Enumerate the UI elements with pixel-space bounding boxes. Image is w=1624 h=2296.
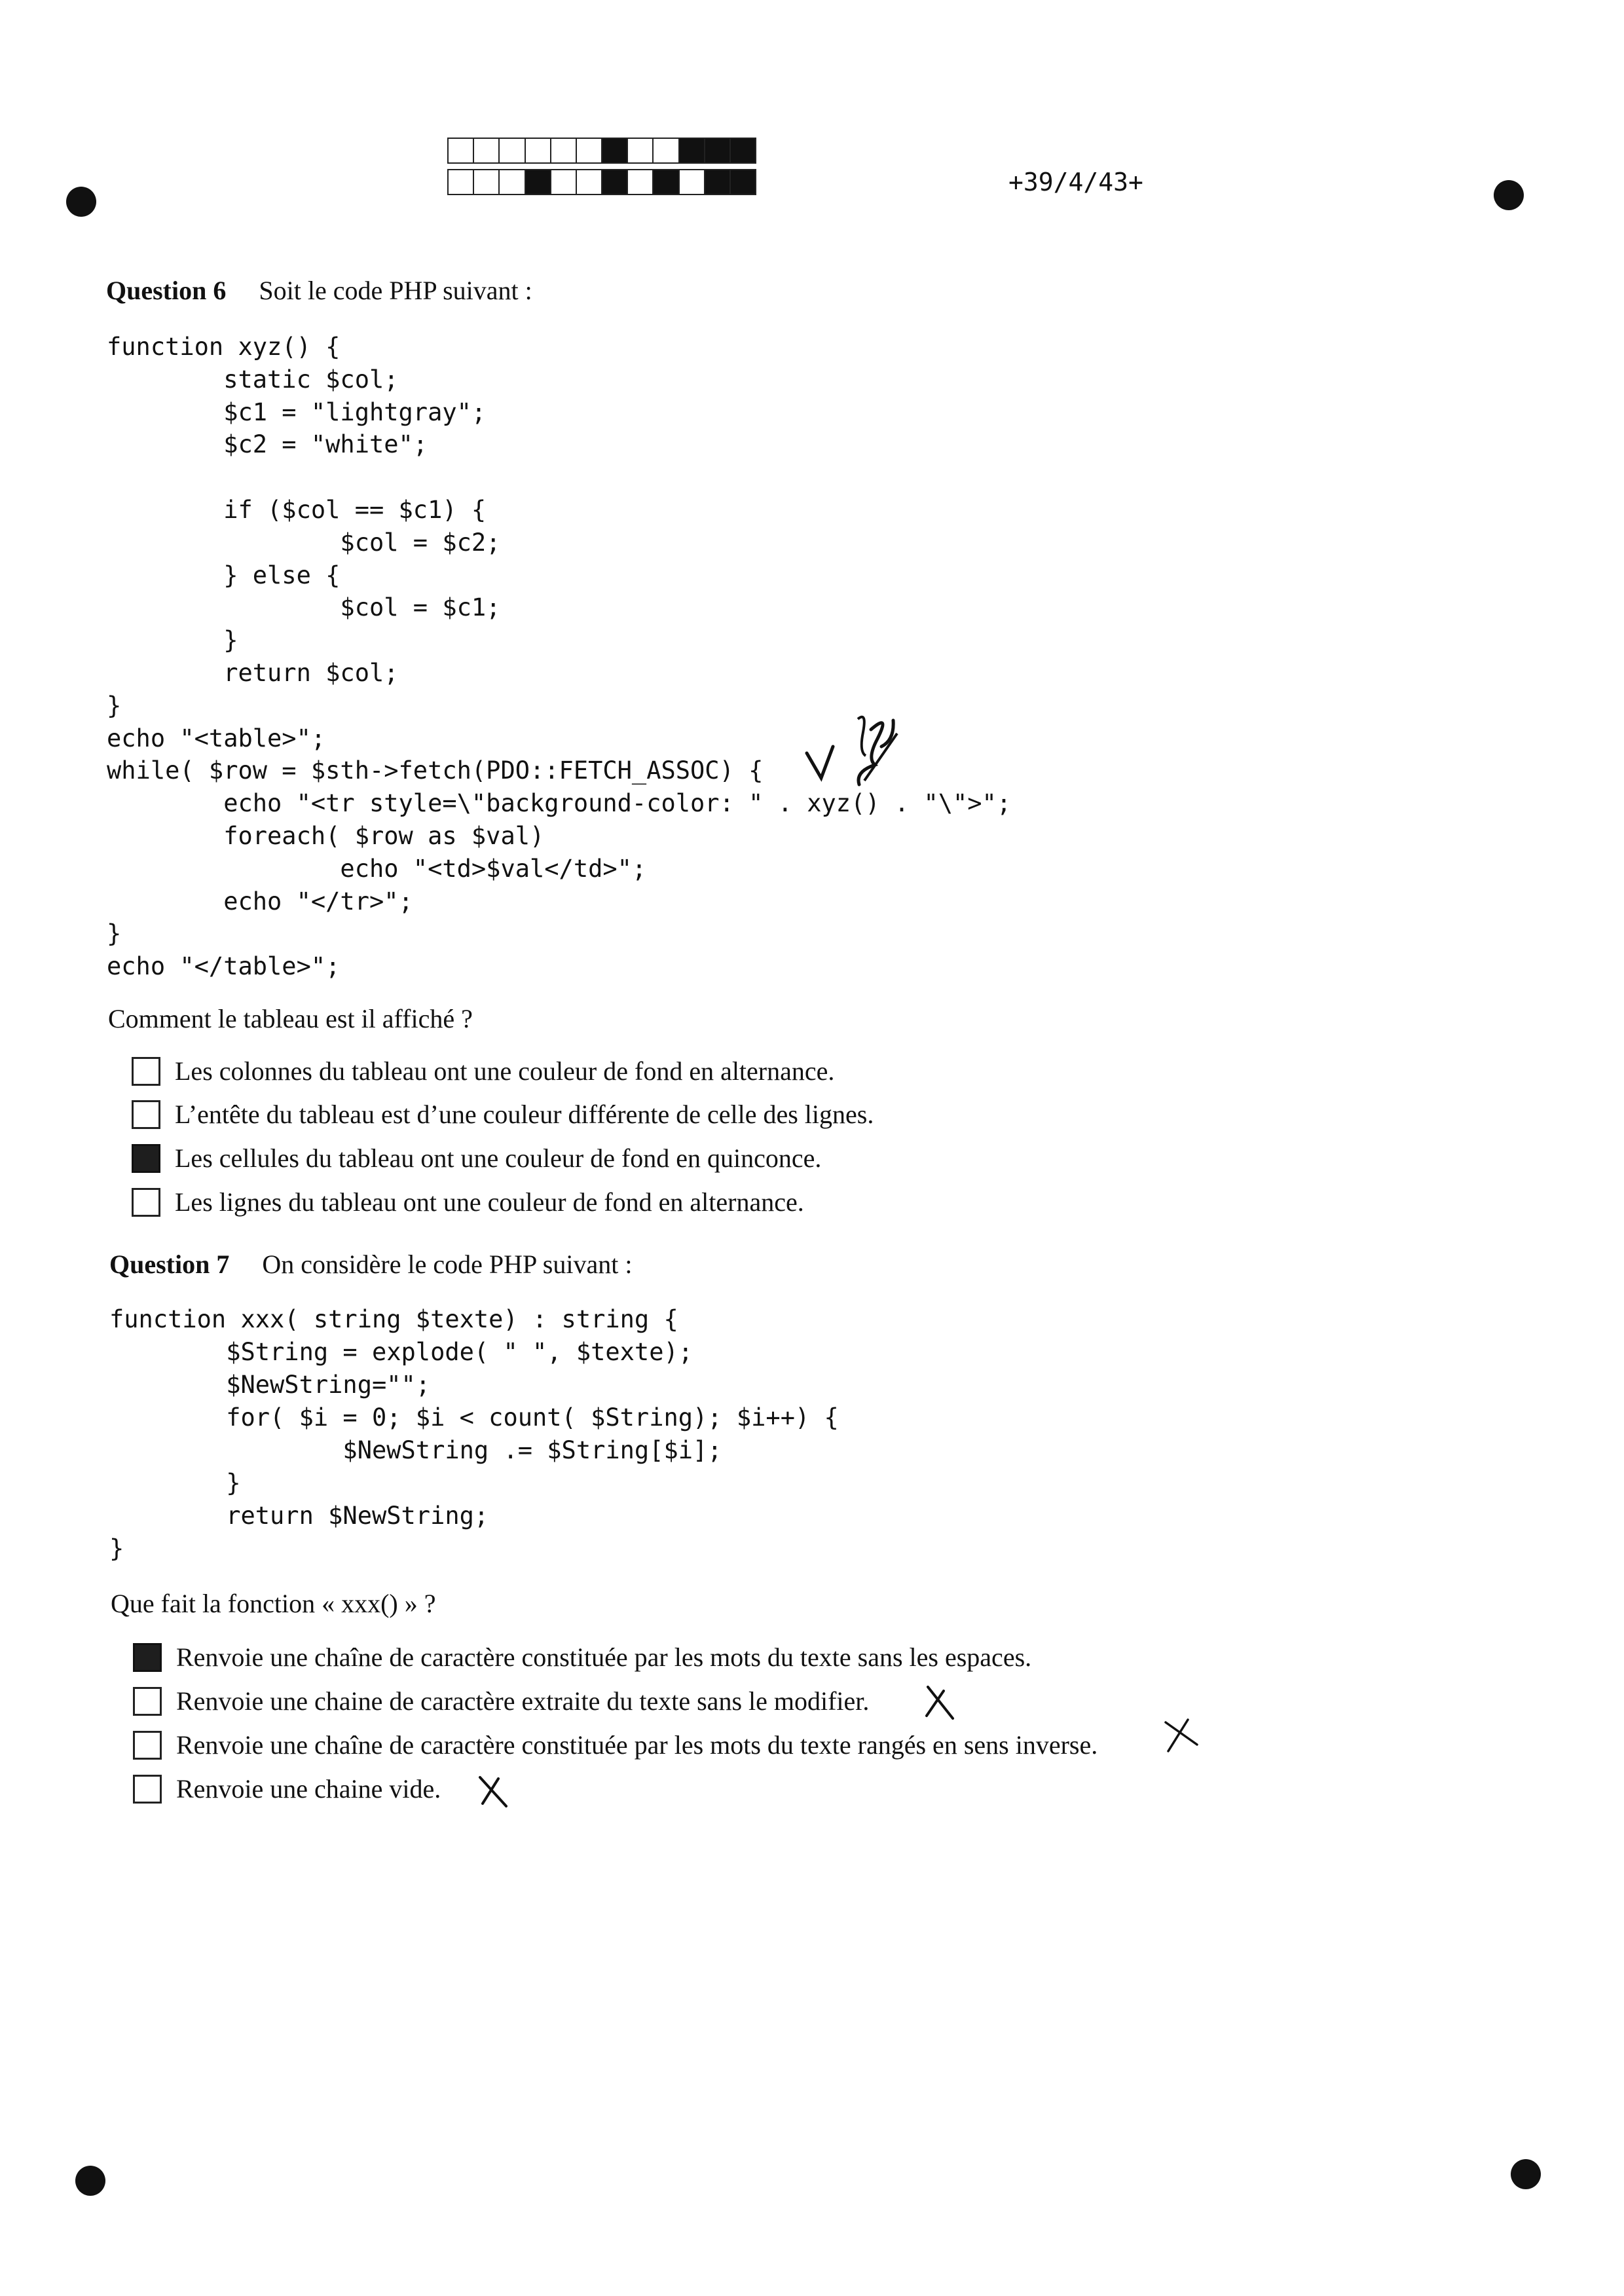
q7-option-2-label: Renvoie une chaine de caractère extraite du texte sans le modifier. (176, 1686, 870, 1716)
barcode-cell (525, 138, 551, 164)
question-6-label: Question 6 (106, 276, 227, 305)
q7-option-4-checkbox[interactable] (133, 1775, 162, 1804)
barcode-top-row (447, 138, 755, 164)
handwritten-x-mark-2 (1159, 1716, 1202, 1755)
q7-option-3-label: Renvoie une chaîne de caractère constituée par les mots du texte rangés en sens inverse. (176, 1730, 1098, 1760)
q6-option-4-label: Les lignes du tableau ont une couleur de fond en alternance. (175, 1187, 804, 1217)
barcode-cell (473, 138, 500, 164)
barcode-cell (601, 138, 628, 164)
q6-option-2-label: L’entête du tableau est d’une couleur différente de celle des lignes. (175, 1100, 874, 1129)
handwritten-x-mark-3 (475, 1772, 511, 1810)
q6-option-3-checkbox[interactable] (132, 1144, 160, 1173)
barcode-cell (704, 138, 731, 164)
q7-option-1-label: Renvoie une chaîne de caractère constituée par les mots du texte sans les espaces. (176, 1642, 1032, 1672)
question-6-heading (106, 275, 532, 306)
barcode-cell (627, 169, 654, 195)
q6-option-3[interactable] (132, 1143, 821, 1174)
registration-dot-top-left (66, 187, 96, 217)
barcode-cell (678, 169, 705, 195)
question-6-prompt: Comment le tableau est il affiché ? (108, 1004, 473, 1033)
barcode-cell (447, 138, 474, 164)
barcode-bottom-row (447, 169, 755, 195)
handwritten-check-mark (799, 707, 910, 792)
q6-option-4[interactable] (132, 1187, 804, 1217)
q6-option-3-label: Les cellules du tableau ont une couleur de fond en quinconce. (175, 1143, 822, 1173)
barcode-cell (704, 169, 731, 195)
q6-option-1-checkbox[interactable] (132, 1057, 160, 1086)
barcode-cell (576, 169, 602, 195)
q6-option-2-checkbox[interactable] (132, 1100, 160, 1129)
barcode-cell (678, 138, 705, 164)
q7-option-2[interactable] (133, 1686, 869, 1716)
q6-option-4-checkbox[interactable] (132, 1188, 160, 1217)
question-7-label: Question 7 (109, 1250, 230, 1279)
barcode-cell (525, 169, 551, 195)
registration-dot-bottom-right (1511, 2159, 1541, 2189)
q7-option-1-checkbox[interactable] (133, 1643, 162, 1672)
q6-option-1-label: Les colonnes du tableau ont une couleur de fond en alternance. (175, 1056, 835, 1086)
question-7-code: function xxx( string $texte) : string { $String = explode( " ", $texte); $NewString=""; for( $i = 0; $i < count( $String); $i++) { $NewString .= $String[$i]; } return $NewString; } (109, 1305, 839, 1563)
barcode-cell (498, 169, 525, 195)
q7-option-2-checkbox[interactable] (133, 1687, 162, 1716)
question-7-heading (109, 1249, 632, 1280)
question-7-intro: On considère le code PHP suivant : (262, 1250, 633, 1279)
barcode-cell (627, 138, 654, 164)
q7-option-4[interactable] (133, 1773, 441, 1804)
registration-dot-top-right (1494, 180, 1524, 210)
q6-option-1[interactable] (132, 1056, 834, 1086)
handwritten-x-mark-1 (920, 1683, 959, 1722)
barcode-cell (447, 169, 474, 195)
question-6-code: function xyz() { static $col; $c1 = "lightgray"; $c2 = "white"; if ($col == $c1) { $col = $c2; } else { $col = $c1; } return $col; } echo "<table>"; while( $row = $sth->fetch(PDO::FETCH_ASSOC) { echo "<tr style=\"background-color: " . xyz() . "\">"; foreach( $row as $val) echo "<td>$val</td>"; echo "</tr>"; } echo "</table>"; (107, 333, 1012, 981)
barcode-cell (473, 169, 500, 195)
q6-option-2[interactable] (132, 1099, 874, 1130)
barcode-cell (498, 138, 525, 164)
barcode-cell (729, 138, 756, 164)
barcode-cell (550, 169, 577, 195)
barcode-cell (652, 169, 679, 195)
q7-option-3-checkbox[interactable] (133, 1731, 162, 1760)
barcode-cell (729, 169, 756, 195)
barcode-cell (576, 138, 602, 164)
question-7-prompt: Que fait la fonction « xxx() » ? (111, 1589, 436, 1618)
barcode-cell (652, 138, 679, 164)
barcode-cell (601, 169, 628, 195)
q7-option-4-label: Renvoie une chaine vide. (176, 1774, 441, 1804)
barcode-cell (550, 138, 577, 164)
q7-option-3[interactable] (133, 1730, 1098, 1760)
question-6-intro: Soit le code PHP suivant : (259, 276, 532, 305)
page-identifier: +39/4/43+ (1008, 168, 1143, 196)
registration-dot-bottom-left (75, 2166, 105, 2196)
q7-option-1[interactable] (133, 1642, 1031, 1673)
